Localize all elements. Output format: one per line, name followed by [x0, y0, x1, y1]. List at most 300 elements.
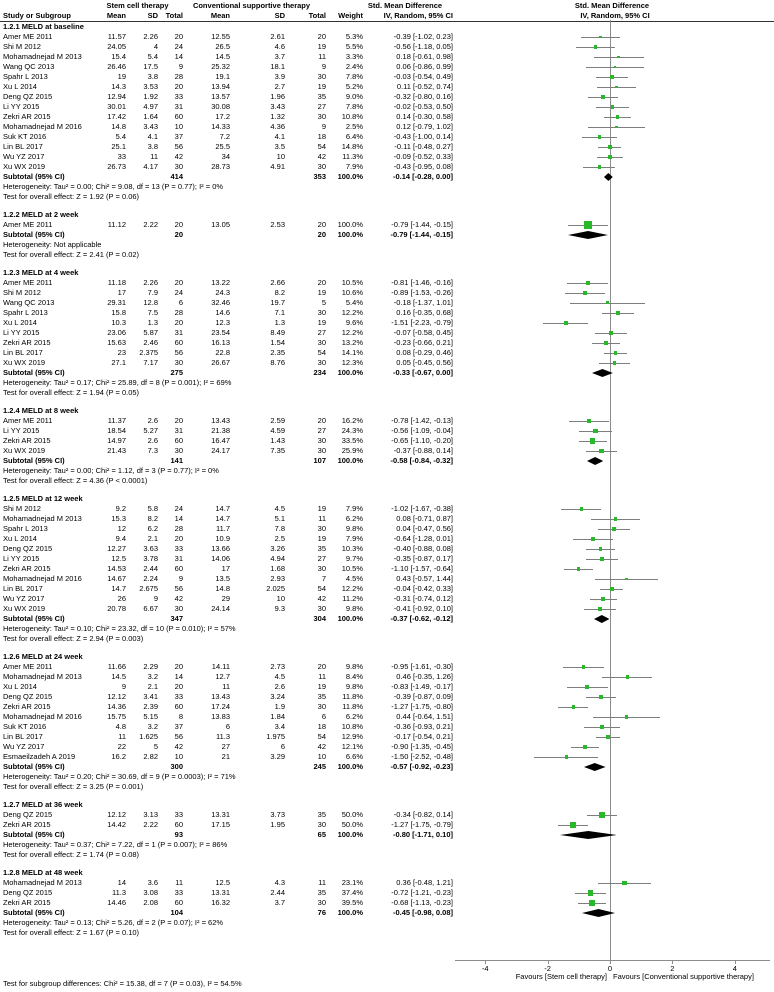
plot-cell — [453, 338, 774, 348]
cell-mean1 — [98, 368, 126, 378]
cell-weight: 23.1% — [341, 878, 363, 887]
cell-weight: 6.4% — [345, 132, 363, 141]
cell-ci: -0.11 [-0.48, 0.27] — [394, 142, 453, 151]
heterogeneity-row-label: Heterogeneity: Tau² = 0.00; Chi² = 9.08, df = 13 (P = 0.77); I² = 0% — [3, 182, 224, 191]
col-sd1: SD — [147, 11, 158, 20]
col-ivci-left: IV, Random, 95% CI — [383, 11, 453, 20]
section-spacer — [0, 938, 774, 946]
cell-study: Xu WX 2019 — [3, 358, 46, 367]
cell-mean2: 25.32 — [211, 62, 230, 71]
cell-ci: 0.08 [-0.71, 0.87] — [396, 514, 453, 523]
cell-mean1: 14.36 — [107, 702, 126, 711]
cell-study: Spahr L 2013 — [3, 72, 48, 81]
overall-effect-row — [0, 850, 774, 860]
study-row — [0, 514, 774, 524]
cell-study: Spahr L 2013 — [3, 308, 48, 317]
cell-mean1: 21.43 — [107, 446, 126, 455]
cell-weight: 10.5% — [341, 564, 363, 573]
cell-sd2: 3.24 — [270, 692, 285, 701]
cell-sd1: 4 — [153, 42, 158, 51]
study-row — [0, 574, 774, 584]
cell-sd2: 3.7 — [274, 52, 285, 61]
cell-n2: 30 — [317, 112, 326, 121]
table-header — [0, 0, 774, 22]
cell-mean2: 13.22 — [211, 278, 230, 287]
cell-mean1: 11.66 — [107, 662, 126, 671]
cell-ci: -1.27 [-1.75, -0.79] — [391, 820, 453, 829]
study-row — [0, 162, 774, 172]
plot-cell — [453, 436, 774, 446]
cell-study: Deng QZ 2015 — [3, 888, 53, 897]
study-row — [0, 318, 774, 328]
section-heading-label: 1.2.1 MELD at baseline — [3, 22, 84, 31]
cell-sd1: 2.29 — [143, 662, 158, 671]
cell-n1: 9 — [178, 574, 183, 583]
section-heading — [0, 210, 774, 220]
cell-sd1: 2.44 — [143, 564, 158, 573]
heterogeneity-row-label: Heterogeneity: Tau² = 0.20; Chi² = 30.69, df = 9 (P = 0.0003); I² = 71% — [3, 772, 236, 781]
effect-square — [613, 361, 617, 365]
cell-sd1: 8.2 — [147, 514, 158, 523]
subtotal-diamond — [560, 831, 616, 839]
col-mean1: Mean — [106, 11, 126, 20]
axis-tick-label: 4 — [732, 964, 737, 973]
cell-n1: 56 — [174, 348, 183, 357]
cell-weight: 14.8% — [341, 142, 363, 151]
plot-cell — [453, 762, 774, 772]
cell-weight: 50.0% — [341, 820, 363, 829]
cell-weight: 5.2% — [345, 82, 363, 91]
study-row — [0, 152, 774, 162]
cell-ci: -0.14 [-0.28, 0.00] — [392, 172, 453, 181]
cell-mean2 — [183, 908, 230, 918]
cell-study: Esmaeilzadeh A 2019 — [3, 752, 76, 761]
cell-n2: 19 — [317, 42, 326, 51]
cell-n1: 28 — [174, 308, 183, 317]
cell-n2: 30 — [317, 898, 326, 907]
cell-sd2: 10 — [276, 594, 285, 603]
cell-mean1: 15.4 — [111, 52, 126, 61]
cell-study: Xu L 2014 — [3, 318, 37, 327]
cell-study: Deng QZ 2015 — [3, 92, 53, 101]
cell-weight: 24.3% — [341, 426, 363, 435]
cell-mean1: 11 — [118, 732, 126, 741]
cell-n2: 30 — [317, 162, 326, 171]
col-smd-left: Std. Mean Difference — [367, 1, 443, 10]
cell-n1: 33 — [174, 544, 183, 553]
cell-sd1: 5.4 — [147, 52, 158, 61]
cell-mean1: 12 — [117, 524, 126, 533]
section-heading — [0, 268, 774, 278]
cell-mean2 — [183, 614, 230, 624]
cell-mean2: 17.2 — [215, 112, 230, 121]
cell-ci: -0.56 [-1.18, 0.05] — [393, 42, 453, 51]
cell-weight: 11.8% — [342, 692, 363, 701]
section-spacer — [0, 860, 774, 868]
cell-mean2: 14.11 — [211, 662, 230, 671]
cell-weight: 10.8% — [341, 722, 363, 731]
effect-square — [601, 597, 605, 601]
cell-weight: 7.8% — [345, 72, 363, 81]
study-row — [0, 298, 774, 308]
cell-study: Zekri AR 2015 — [3, 702, 51, 711]
cell-n2: 35 — [317, 92, 326, 101]
cell-study: Subtotal (95% CI) — [3, 614, 65, 623]
cell-ci: -0.90 [-1.35, -0.45] — [391, 742, 453, 751]
cell-n2: 107 — [313, 456, 326, 465]
cell-ci: -0.36 [-0.93, 0.21] — [393, 722, 453, 731]
subtotal-row — [0, 456, 774, 466]
axis-line — [455, 960, 770, 961]
cell-ci: -0.40 [-0.88, 0.08] — [393, 544, 453, 553]
cell-sd1: 4.1 — [147, 132, 158, 141]
cell-mean2: 12.5 — [215, 878, 230, 887]
cell-weight: 7.8% — [345, 102, 363, 111]
cell-sd2: 1.32 — [270, 112, 285, 121]
cell-sd2: 7.35 — [270, 446, 285, 455]
cell-ci: -0.17 [-0.54, 0.21] — [393, 732, 453, 741]
effect-square — [615, 126, 618, 129]
section-heading — [0, 868, 774, 878]
plot-cell — [453, 466, 774, 476]
cell-mean2: 14.33 — [211, 122, 230, 131]
plot-cell — [453, 800, 774, 810]
cell-n2: 54 — [317, 348, 326, 357]
cell-sd1: 2.1 — [147, 682, 158, 691]
cell-sd1: 2.22 — [143, 820, 158, 829]
cell-sd2: 1.96 — [270, 92, 285, 101]
cell-sd1: 7.5 — [147, 308, 158, 317]
cell-sd2: 1.975 — [266, 732, 285, 741]
cell-sd1 — [126, 456, 158, 466]
cell-study: Suk KT 2016 — [3, 132, 47, 141]
cell-weight: 14.1% — [341, 348, 363, 357]
cell-sd1: 3.13 — [143, 810, 158, 819]
axis-tick-label: 2 — [670, 964, 675, 973]
plot-cell — [453, 182, 774, 192]
cell-sd2: 8.76 — [270, 358, 285, 367]
cell-weight: 100.0% — [337, 762, 363, 771]
cell-sd1: 5.8 — [147, 504, 158, 513]
subgroup-differences-text: Test for subgroup differences: Chi² = 15.38, df = 7 (P = 0.03), I² = 54.5% — [3, 979, 242, 988]
cell-sd1 — [126, 614, 158, 624]
cell-sd1 — [126, 830, 158, 840]
cell-sd2: 2.35 — [270, 348, 285, 357]
cell-ci: 0.05 [-0.45, 0.56] — [396, 358, 453, 367]
plot-cell — [453, 142, 774, 152]
cell-n1: 20 — [174, 682, 183, 691]
cell-sd1: 2.46 — [143, 338, 158, 347]
plot-cell — [453, 288, 774, 298]
effect-square — [585, 685, 589, 689]
overall-effect-row-label: Test for overall effect: Z = 1.94 (P = 0.05) — [3, 388, 140, 397]
cell-n1: 14 — [174, 672, 183, 681]
effect-square — [626, 675, 629, 678]
study-row — [0, 32, 774, 42]
cell-ci: -0.68 [-1.13, -0.23] — [391, 898, 453, 907]
subtotal-diamond — [584, 763, 606, 771]
cell-mean2: 13.5 — [215, 574, 230, 583]
study-row — [0, 810, 774, 820]
cell-n1: 30 — [174, 358, 183, 367]
cell-study: Amer ME 2011 — [3, 662, 53, 671]
cell-n1: 42 — [174, 594, 183, 603]
effect-square — [564, 321, 568, 325]
study-row — [0, 426, 774, 436]
cell-sd2: 3.26 — [270, 544, 285, 553]
cell-ci: -0.34 [-0.82, 0.14] — [393, 810, 453, 819]
cell-sd2: 2.66 — [270, 278, 285, 287]
cell-sd2 — [230, 368, 285, 378]
study-row — [0, 348, 774, 358]
cell-ci: 0.18 [-0.61, 0.98] — [396, 52, 453, 61]
cell-ci: -0.56 [-1.09, -0.04] — [391, 426, 453, 435]
cell-n1: 20 — [174, 662, 183, 671]
plot-cell — [453, 614, 774, 624]
cell-n1: 24 — [174, 42, 183, 51]
cell-sd2: 7.1 — [274, 308, 285, 317]
cell-n1: 20 — [174, 416, 183, 425]
cell-study: Shi M 2012 — [3, 42, 41, 51]
cell-sd2: 4.1 — [274, 132, 285, 141]
cell-study: Li YY 2015 — [3, 554, 40, 563]
cell-n2: 19 — [317, 682, 326, 691]
section-heading — [0, 406, 774, 416]
overall-effect-row — [0, 192, 774, 202]
effect-square — [608, 155, 612, 159]
plot-cell — [453, 122, 774, 132]
cell-mean2: 19.1 — [215, 72, 230, 81]
section-heading-label: 1.2.6 MELD at 24 week — [3, 652, 83, 661]
cell-sd2: 4.91 — [270, 162, 285, 171]
cell-ci: -0.57 [-0.92, -0.23] — [390, 762, 453, 771]
effect-square — [614, 517, 617, 520]
cell-study: Wang QC 2013 — [3, 62, 55, 71]
cell-n1: 37 — [174, 722, 183, 731]
cell-ci: -1.27 [-1.75, -0.80] — [391, 702, 453, 711]
cell-mean1: 9 — [121, 682, 126, 691]
cell-sd1: 1.92 — [143, 92, 158, 101]
cell-sd2: 1.3 — [274, 318, 285, 327]
cell-sd2: 1.54 — [270, 338, 285, 347]
overall-effect-row-label: Test for overall effect: Z = 4.36 (P < 0.0001) — [3, 476, 148, 485]
plot-cell — [453, 868, 774, 878]
effect-square — [599, 695, 603, 699]
cell-n2: 30 — [317, 308, 326, 317]
cell-sd1: 3.63 — [143, 544, 158, 553]
cell-mean2: 26.67 — [211, 358, 230, 367]
heterogeneity-row-label: Heterogeneity: Tau² = 0.13; Chi² = 5.26, df = 2 (P = 0.07); I² = 62% — [3, 918, 224, 927]
cell-mean2: 14.7 — [215, 514, 230, 523]
plot-cell — [453, 712, 774, 722]
study-row — [0, 752, 774, 762]
cell-n1: 33 — [174, 810, 183, 819]
col-total2: Total — [308, 11, 326, 20]
cell-n1: 30 — [174, 604, 183, 613]
effect-square — [598, 165, 601, 168]
effect-square — [617, 56, 620, 59]
cell-weight: 9.8% — [345, 604, 363, 613]
cell-weight: 10.8% — [341, 112, 363, 121]
cell-mean2: 29 — [221, 594, 230, 603]
study-row — [0, 504, 774, 514]
cell-n1: 20 — [174, 32, 183, 41]
section-heading — [0, 800, 774, 810]
cell-mean2: 24.14 — [211, 604, 230, 613]
cell-n2: 27 — [317, 102, 326, 111]
cell-study: Xu WX 2019 — [3, 162, 46, 171]
cell-ci: -0.03 [-0.54, 0.49] — [393, 72, 453, 81]
cell-weight: 2.4% — [345, 62, 363, 71]
effect-square — [615, 86, 618, 89]
effect-square — [599, 36, 602, 39]
cell-mean1: 15.3 — [111, 514, 126, 523]
study-row — [0, 742, 774, 752]
cell-mean2: 13.31 — [211, 810, 230, 819]
cell-study: Mohamadnejad M 2016 — [3, 712, 82, 721]
cell-ci: -0.64 [-1.28, 0.01] — [393, 534, 453, 543]
cell-mean1: 26 — [117, 594, 126, 603]
study-row — [0, 62, 774, 72]
cell-n1: 24 — [174, 504, 183, 513]
cell-sd1: 1.3 — [147, 318, 158, 327]
cell-sd2: 2.73 — [270, 662, 285, 671]
plot-cell — [453, 62, 774, 72]
cell-sd1: 3.08 — [143, 888, 158, 897]
effect-square — [625, 715, 628, 718]
plot-cell — [453, 584, 774, 594]
section-spacer — [0, 644, 774, 652]
plot-cell — [453, 564, 774, 574]
cell-sd1: 5 — [153, 742, 158, 751]
study-row — [0, 358, 774, 368]
cell-n1: 30 — [174, 446, 183, 455]
cell-n2: 30 — [317, 702, 326, 711]
plot-cell — [453, 692, 774, 702]
plot-cell — [453, 32, 774, 42]
cell-study: Subtotal (95% CI) — [3, 368, 65, 377]
cell-weight: 12.2% — [341, 308, 363, 317]
plot-cell — [453, 928, 774, 938]
cell-n2: 30 — [317, 436, 326, 445]
plot-cell — [453, 230, 774, 240]
cell-mean1: 14.53 — [107, 564, 126, 573]
cell-weight: 3.3% — [345, 52, 363, 61]
cell-ci: -0.65 [-1.10, -0.20] — [391, 436, 453, 445]
cell-mean2: 21 — [221, 752, 230, 761]
effect-square — [583, 291, 587, 295]
cell-mean1: 19 — [117, 72, 126, 81]
cell-n1: 8 — [178, 712, 183, 721]
cell-sd1: 6.2 — [147, 524, 158, 533]
cell-mean2: 11 — [222, 682, 230, 691]
cell-ci: -1.50 [-2.52, -0.48] — [391, 752, 453, 761]
study-row — [0, 328, 774, 338]
study-row — [0, 112, 774, 122]
cell-weight: 39.5% — [341, 898, 363, 907]
cell-ci: -0.35 [-0.87, 0.17] — [393, 554, 453, 563]
plot-cell — [453, 92, 774, 102]
cell-weight: 37.4% — [341, 888, 363, 897]
cell-n2: 19 — [317, 504, 326, 513]
col-group-conventional: Conventional supportive therapy — [192, 1, 311, 10]
effect-square — [616, 311, 620, 315]
cell-ci: 0.43 [-0.57, 1.44] — [396, 574, 453, 583]
cell-study: Amer ME 2011 — [3, 416, 53, 425]
subtotal-diamond — [592, 369, 613, 377]
cell-n1: 42 — [174, 152, 183, 161]
cell-study: Lin BL 2017 — [3, 348, 43, 357]
effect-square — [599, 547, 603, 551]
effect-square — [565, 755, 568, 758]
overall-effect-row — [0, 782, 774, 792]
study-row — [0, 898, 774, 908]
cell-ci: -0.02 [-0.53, 0.50] — [393, 102, 453, 111]
cell-weight: 7.9% — [345, 504, 363, 513]
cell-study: Deng QZ 2015 — [3, 692, 53, 701]
section-heading-label: 1.2.7 MELD at 36 week — [3, 800, 83, 809]
cell-sd2: 3.7 — [274, 898, 285, 907]
plot-cell — [453, 840, 774, 850]
cell-weight: 100.0% — [337, 368, 363, 377]
cell-ci: 0.08 [-0.29, 0.46] — [396, 348, 453, 357]
heterogeneity-row-label: Heterogeneity: Tau² = 0.17; Chi² = 25.89, df = 8 (P = 0.001); I² = 69% — [3, 378, 232, 387]
cell-sd1: 2.08 — [143, 898, 158, 907]
cell-mean2: 13.83 — [211, 712, 230, 721]
cell-ci: -1.51 [-2.23, -0.79] — [391, 318, 453, 327]
cell-sd2: 3.4 — [274, 722, 285, 731]
plot-cell — [453, 298, 774, 308]
cell-weight: 9.7% — [345, 554, 363, 563]
cell-study: Subtotal (95% CI) — [3, 908, 65, 917]
cell-ci: 0.12 [-0.79, 1.02] — [396, 122, 453, 131]
cell-study: Xu WX 2019 — [3, 446, 46, 455]
cell-study: Amer ME 2011 — [3, 278, 53, 287]
cell-mean2: 22.8 — [215, 348, 230, 357]
cell-mean2: 12.55 — [211, 32, 230, 41]
cell-mean2: 24.17 — [211, 446, 230, 455]
effect-square — [582, 665, 586, 669]
cell-n2: 10 — [317, 752, 326, 761]
plot-cell — [453, 82, 774, 92]
cell-sd2: 18.1 — [270, 62, 285, 71]
plot-cell — [453, 278, 774, 288]
cell-n1: 141 — [170, 456, 183, 465]
cell-weight: 13.2% — [341, 338, 363, 347]
study-row — [0, 308, 774, 318]
effect-square — [598, 135, 601, 138]
cell-sd1 — [126, 172, 158, 182]
study-row — [0, 878, 774, 888]
effect-square — [584, 221, 592, 229]
cell-mean1 — [98, 172, 126, 182]
overall-effect-row — [0, 634, 774, 644]
cell-sd2 — [230, 762, 285, 772]
overall-effect-row — [0, 250, 774, 260]
cell-n1: 20 — [174, 82, 183, 91]
plot-cell — [453, 358, 774, 368]
cell-sd2: 9.3 — [274, 604, 285, 613]
cell-mean1: 11.3 — [111, 888, 126, 897]
plot-cell — [453, 544, 774, 554]
cell-ci: -0.37 [-0.88, 0.14] — [393, 446, 453, 455]
plot-cell — [453, 328, 774, 338]
cell-study: Subtotal (95% CI) — [3, 230, 65, 239]
col-study: Study or Subgroup — [3, 11, 71, 20]
effect-square — [610, 75, 613, 78]
study-row — [0, 72, 774, 82]
cell-mean2: 12.3 — [215, 318, 230, 327]
